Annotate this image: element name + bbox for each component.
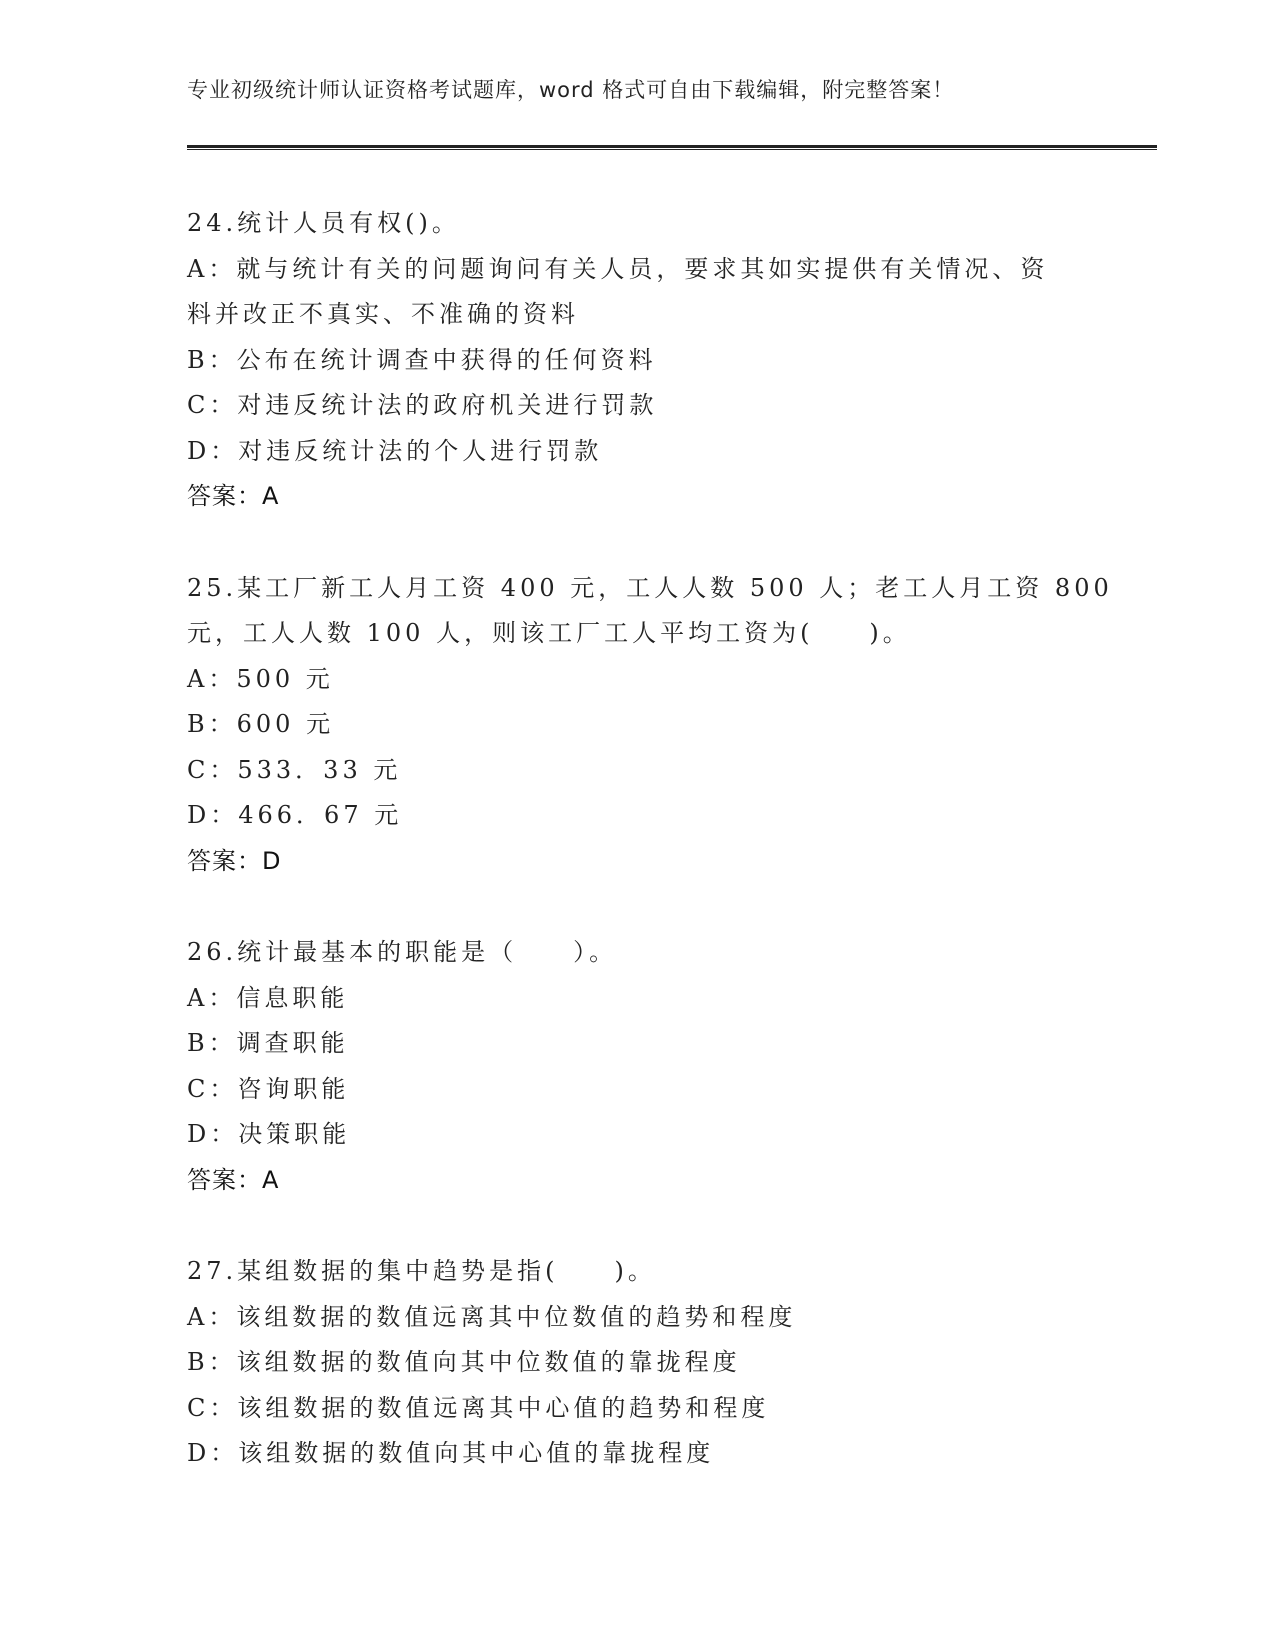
header-divider xyxy=(187,145,1157,150)
question-stem: 26.统计最基本的职能是（ ）。 xyxy=(187,938,618,966)
question-list xyxy=(187,201,1113,1523)
question-stem-continued: 元，工人人数 100 人，则该工厂工人平均工资为( )。 xyxy=(187,619,911,647)
option-a: A：该组数据的数值远离其中位数值的趋势和程度 xyxy=(187,1302,797,1331)
option-c: C：咨询职能 xyxy=(187,1074,350,1103)
option-a-continued: 料并改正不真实、不准确的资料 xyxy=(187,300,579,328)
question-stem: 27.某组数据的集中趋势是指( )。 xyxy=(187,1257,656,1285)
question-stem: 25.某工厂新工人月工资 400 元，工人人数 500 人；老工人月工资 800 xyxy=(187,573,1113,602)
option-a: A：500 元 xyxy=(187,664,334,693)
option-c: C：对违反统计法的政府机关进行罚款 xyxy=(187,391,658,419)
question-stem: 24.统计人员有权()。 xyxy=(187,209,460,237)
page-header: 专业初级统计师认证资格考试题库，word 格式可自由下载编辑，附完整答案！ xyxy=(187,78,955,102)
option-b: B：该组数据的数值向其中位数值的靠拢程度 xyxy=(187,1348,741,1376)
option-b: B：公布在统计调查中获得的任何资料 xyxy=(187,345,657,374)
option-d: D：对违反统计法的个人进行罚款 xyxy=(187,436,603,465)
option-a: A：就与统计有关的问题询问有关人员，要求其如实提供有关情况、资 xyxy=(187,254,1049,283)
question-24 xyxy=(187,201,1087,520)
question-27 xyxy=(187,1249,1087,1477)
question-26 xyxy=(187,930,1087,1203)
option-c: C：533．33 元 xyxy=(187,755,402,784)
option-d: D：该组数据的数值向其中心值的靠拢程度 xyxy=(187,1439,715,1467)
option-a: A：信息职能 xyxy=(187,983,349,1012)
option-b: B：600 元 xyxy=(187,710,335,738)
option-b: B：调查职能 xyxy=(187,1029,349,1057)
answer: 答案：D xyxy=(187,846,282,875)
answer: 答案：A xyxy=(187,482,280,510)
option-d: D：466．67 元 xyxy=(187,801,403,829)
answer: 答案：A xyxy=(187,1165,280,1194)
option-c: C：该组数据的数值远离其中心值的趋势和程度 xyxy=(187,1393,770,1422)
question-25 xyxy=(187,566,1113,885)
option-d: D：决策职能 xyxy=(187,1120,351,1148)
